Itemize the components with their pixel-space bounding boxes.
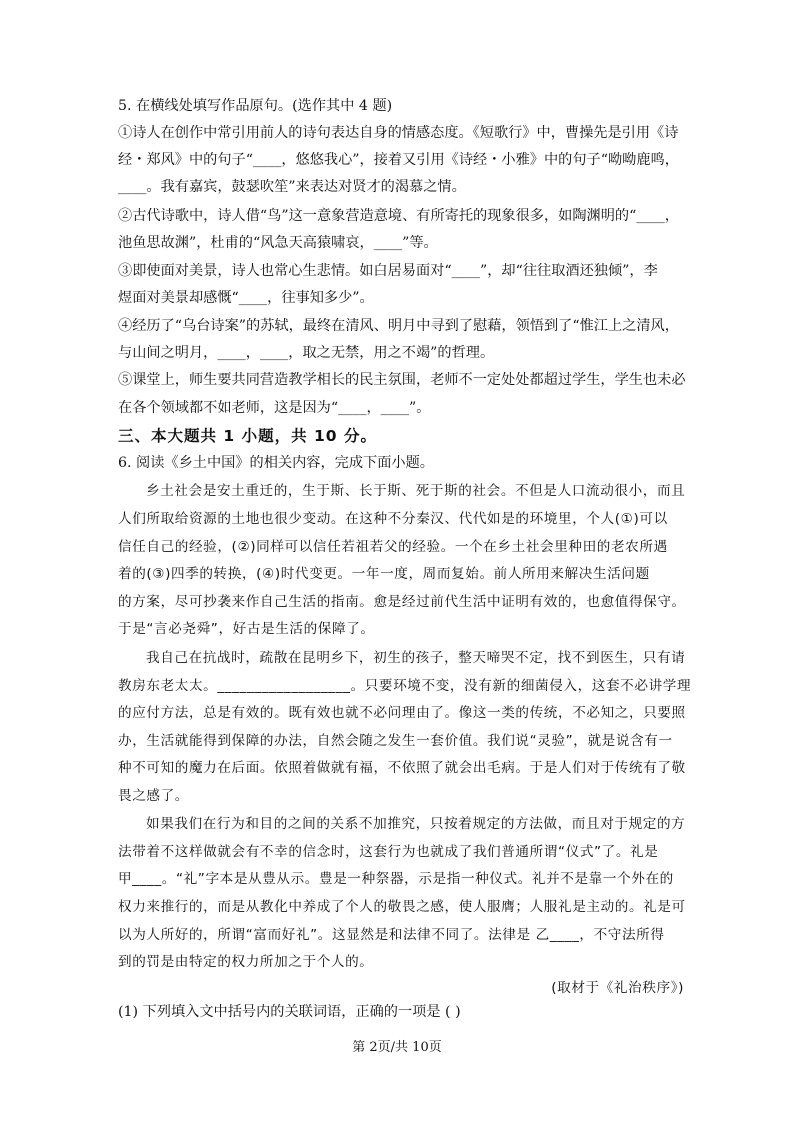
q5-line-2: 经・郑风》中的句子“____，悠悠我心”，接着又引用《诗经・小雅》中的句子“呦呦鹿鸣， <box>118 152 679 168</box>
q5-line-1: ①诗人在创作中常引用前人的诗句表达自身的情感态度。《短歌行》中，曹操先是引用《诗 <box>118 125 679 141</box>
passage-line-18: 到的罚是由特定的权力所加之于个人的。 <box>118 954 374 970</box>
passage-line-10: 办，生活就能得到保障的办法，自然会随之发生一套价值。我们说“灵验”，就是说含有一 <box>118 733 673 749</box>
passage-line-8: 教房东老太太。__________________。只要环境不变，没有新的细菌侵入，这套不必讲学理 <box>118 678 692 694</box>
q5-line-3: ____。我有嘉宾，鼓瑟吹笙”来表达对贤才的渴慕之情。 <box>118 179 466 195</box>
q5-line-10: ⑤课堂上，师生要共同营造教学相长的民主氛围，老师不一定处处都超过学生，学生也未必 <box>118 372 686 388</box>
passage-line-2: 人们所取给资源的土地也很少变动。在这种不分秦汉、代代如是的环境里，个人(①)可以 <box>118 511 668 527</box>
question-6-heading: 6. 阅读《乡土中国》的相关内容，完成下面小题。 <box>118 455 434 471</box>
q5-line-6: ③即使面对美景，诗人也常心生悲情。如白居易面对“____”，却“往往取酒还独倾”，李 <box>118 263 658 279</box>
passage-line-9: 的应付方法，总是有效的。既有效也就不必问理由了。像这一类的传统，不必知之，只要照 <box>118 705 686 721</box>
passage-line-16: 权力来推行的，而是从教化中养成了个人的敬畏之感，使人服膺；人服礼是主动的。礼是可 <box>118 899 686 915</box>
q5-line-4: ②古代诗歌中，诗人借“鸟”这一意象营造意境、有所寄托的现象很多，如陶渊明的“____， <box>118 208 679 224</box>
section-3-heading: 三、本大题共 1 小题，共 10 分。 <box>118 427 377 445</box>
passage-line-11: 种不可知的魔力在后面。依照着做就有福，不依照了就会出毛病。于是人们对于传统有了敬 <box>118 760 686 776</box>
passage-line-5: 的方案，尽可抄袭来作自己生活的指南。愈是经过前代生活中证明有效的，也愈值得保守。 <box>118 594 686 610</box>
q5-line-8: ④经历了“乌台诗案”的苏轼，最终在清风、明月中寻到了慰藉，领悟到了“惟江上之清风， <box>118 318 679 334</box>
q5-line-9: 与山间之明月，____，____，取之无禁，用之不竭”的哲理。 <box>118 345 495 361</box>
passage-line-3: 信任自己的经验，(②)同样可以信任若祖若父的经验。一个在乡土社会里种田的老农所遇 <box>118 539 668 555</box>
q5-line-7: 煜面对美景却感慨“____，往事知多少”。 <box>118 290 374 306</box>
passage-line-1: 乡土社会是安土重迁的，生于斯、长于斯、死于斯的社会。不但是人口流动很小，而且 <box>146 483 686 499</box>
q5-line-11: 在各个领域都不如老师，这是因为“____，____”。 <box>118 400 431 416</box>
passage-line-14: 法带着不这样做就会有不幸的信念时，这套行为也就成了我们普通所谓“仪式”了。礼是 <box>118 844 659 860</box>
q5-line-5: 池鱼思故渊”，杜甫的“风急天高猿啸哀，____”等。 <box>118 235 438 251</box>
passage-line-4: 着的(③)四季的转换，(④)时代变更。一年一度，周而复始。前人所用来解决生活问题 <box>118 566 650 582</box>
page-footer: 第 2页/共 10页 <box>352 1040 442 1055</box>
passage-line-13: 如果我们在行为和目的之间的关系不加推究，只按着规定的方法做，而且对于规定的方 <box>146 816 686 832</box>
passage-line-15: 甲____。“礼”字本是从豊从示。豊是一种祭器，示是指一种仪式。礼并不是靠一个外在的 <box>118 871 674 887</box>
passage-source: (取材于《礼治秩序》) <box>551 980 684 996</box>
passage-line-7: 我自己在抗战时，疏散在昆明乡下，初生的孩子，整天啼哭不定，找不到医生，只有请 <box>146 650 686 666</box>
passage-line-6: 于是“言必尧舜”，好古是生活的保障了。 <box>118 621 375 637</box>
sub-question-1: (1) 下列填入文中括号内的关联词语，正确的一项是 ( ) <box>118 1004 461 1020</box>
passage-line-17: 以为人所好的，所谓“富而好礼”。这显然是和法律不同了。法律是 乙____，不守法所得 <box>118 927 665 943</box>
passage-line-12: 畏之感了。 <box>118 788 189 804</box>
question-5-heading: 5. 在横线处填写作品原句。(选作其中 4 题) <box>118 98 393 114</box>
